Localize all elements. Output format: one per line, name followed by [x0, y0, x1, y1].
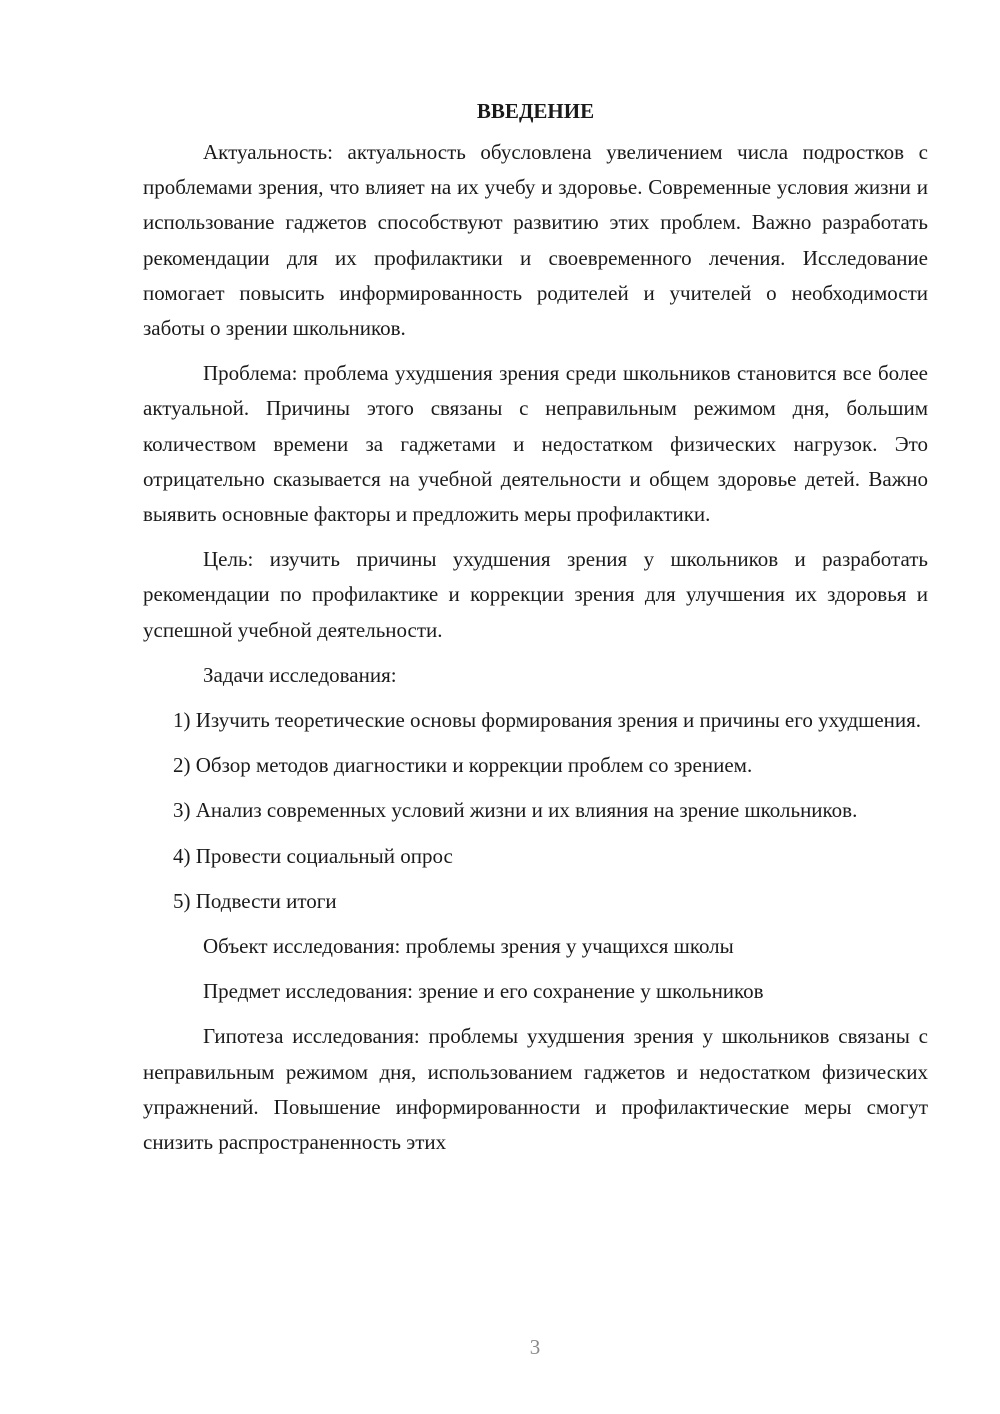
task-item-2: 2) Обзор методов диагностики и коррекции проблем со зрением. — [173, 753, 753, 778]
section-title: ВВЕДЕНИЕ — [476, 99, 595, 123]
document-page — [143, 94, 928, 1170]
tasks-heading: Задачи исследования: — [203, 662, 397, 687]
problem-paragraph: Проблема: проблема ухудшения зрения среди школьников становится все более актуальной. Причины этого связаны с неправильным режимом дня, большим количеством времени за гаджетами и недостатком физических нагрузок. Это отрицательно сказывается на учебной деятельности и общем здоровье детей. Важно выявить основные факторы и предложить меры профилактики. — [143, 361, 928, 527]
relevance-paragraph: Актуальность: актуальность обусловлена увеличением числа подростков с проблемами зрения, что влияет на их учебу и здоровье. Современные условия жизни и использование гаджетов способствуют развитию этих проблем. Важно разработать рекомендации для их профилактики и своевременного лечения. Исследование помогает повысить информированность родителей и учителей о необходимости заботы о зрении школьников. — [143, 140, 928, 341]
page-number: 3 — [529, 1335, 541, 1359]
research-subject: Предмет исследования: зрение и его сохранение у школьников — [203, 979, 764, 1004]
hypothesis-paragraph: Гипотеза исследования: проблемы ухудшения зрения у школьников связаны с неправильным режимом дня, использованием гаджетов и недостатком физических упражнений. Повышение информированности и профилактические меры смогут снизить распространенность этих — [143, 1024, 928, 1155]
goal-paragraph: Цель: изучить причины ухудшения зрения у школьников и разработать рекомендации по профилактике и коррекции зрения для улучшения их здоровья и успешной учебной деятельности. — [143, 547, 928, 642]
task-item-5: 5) Подвести итоги — [173, 888, 337, 913]
task-item-3: 3) Анализ современных условий жизни и их влияния на зрение школьников. — [173, 798, 858, 823]
research-object: Объект исследования: проблемы зрения у учащихся школы — [203, 934, 734, 959]
task-item-1: 1) Изучить теоретические основы формирования зрения и причины его ухудшения. — [173, 708, 922, 733]
task-item-4: 4) Провести социальный опрос — [173, 843, 453, 868]
